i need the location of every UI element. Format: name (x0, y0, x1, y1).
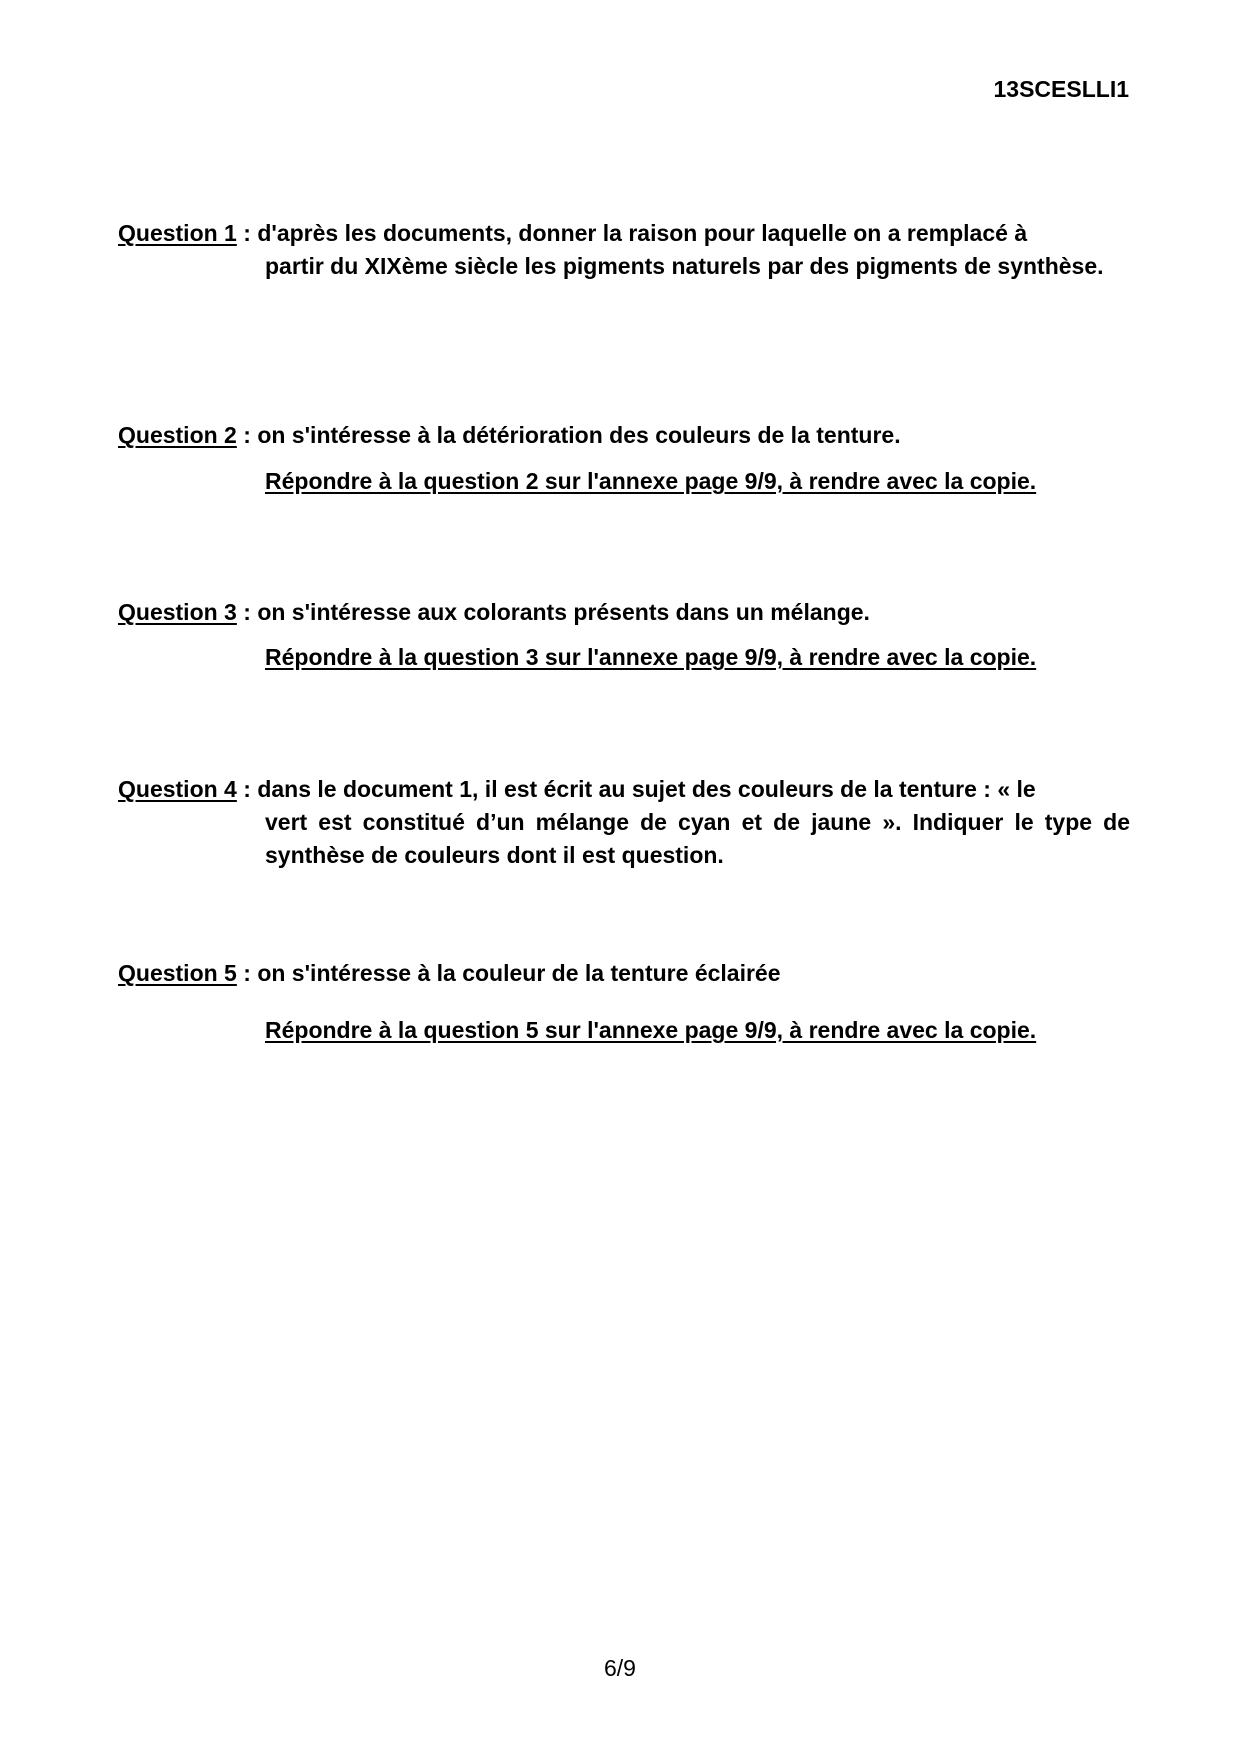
question-3-head (118, 596, 1130, 629)
question-2-text: on s'intéresse à la détérioration des couleurs de la tenture. (257, 422, 901, 448)
question-5-label: Question 5 (118, 960, 237, 986)
question-1-text: d'après les documents, donner la raison pour laquelle on a remplacé à (257, 220, 1028, 246)
question-5-text: on s'intéresse à la couleur de la tenture éclairée (257, 960, 781, 986)
question-5 (118, 957, 1130, 1047)
question-4-separator: : (236, 776, 258, 802)
question-2-separator: : (236, 422, 258, 448)
question-2 (118, 419, 1130, 498)
question-1-continuation: partir du XIXème siècle les pigments naturels par des pigments de synthèse. (265, 253, 1104, 279)
question-1-label-group (118, 217, 257, 250)
question-1 (118, 217, 1130, 283)
question-4-label: Question 4 (118, 776, 237, 802)
question-3-label-group (118, 596, 257, 629)
question-4-text: dans le document 1, il est écrit au sujet des couleurs de la tenture : « le (257, 776, 1036, 802)
question-5-label-group (118, 957, 257, 990)
question-1-separator: : (236, 220, 258, 246)
question-1-label: Question 1 (118, 220, 237, 246)
question-3-instruction: Répondre à la question 3 sur l'annexe page 9/9, à rendre avec la copie. (265, 644, 1037, 670)
question-5-separator: : (236, 960, 258, 986)
question-3-separator: : (236, 599, 258, 625)
question-2-label: Question 2 (118, 422, 237, 448)
document-code: 13SCESLLI1 (993, 76, 1129, 102)
question-2-instruction: Répondre à la question 2 sur l'annexe page 9/9, à rendre avec la copie. (265, 468, 1037, 494)
question-2-label-group (118, 419, 257, 452)
question-5-head (118, 957, 1130, 990)
question-4-continuation: vert est constitué d’un mélange de cyan et de jaune ». Indiquer le type de synthèse de couleurs dont il est question. (265, 809, 1130, 868)
question-4-label-group (118, 773, 257, 806)
question-1-head (118, 217, 1130, 250)
question-5-instruction: Répondre à la question 5 sur l'annexe page 9/9, à rendre avec la copie. (265, 1017, 1037, 1043)
question-2-head (118, 419, 1130, 452)
question-3 (118, 596, 1130, 674)
question-3-text: on s'intéresse aux colorants présents dans un mélange. (257, 599, 870, 625)
question-4-head (118, 773, 1130, 806)
question-3-label: Question 3 (118, 599, 237, 625)
page-number: 6/9 (604, 1655, 636, 1681)
question-4 (118, 773, 1130, 872)
